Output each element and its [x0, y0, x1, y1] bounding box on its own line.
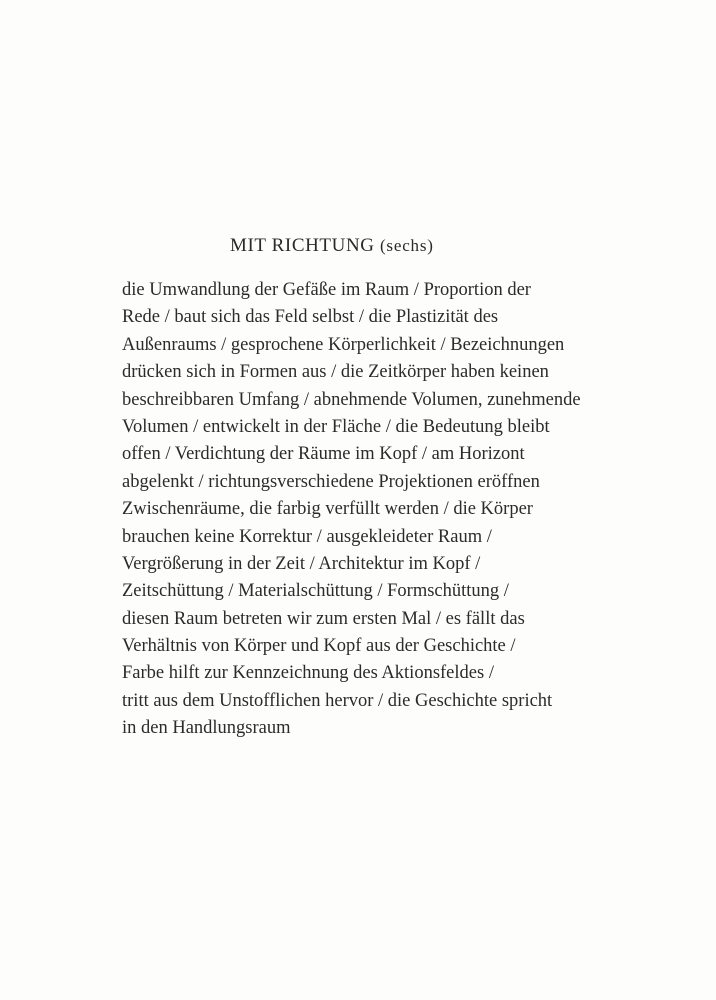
poem-line: Vergrößerung in der Zeit / Architektur im Kopf / — [122, 553, 481, 574]
poem-line: brauchen keine Korrektur / ausgekleideter Raum / — [122, 526, 492, 547]
poem-line: offen / Verdichtung der Räume im Kopf / am Horizont — [122, 444, 525, 465]
poem-title-main: MIT RICHTUNG — [230, 235, 375, 256]
poem-line: beschreibbaren Umfang / abnehmende Volumen, zunehmende — [122, 389, 581, 410]
poem-line: abgelenkt / richtungsverschiedene Projektionen eröffnen — [122, 471, 540, 492]
poem-line: drücken sich in Formen aus / die Zeitkörper haben keinen — [122, 362, 549, 383]
poem-line: Verhältnis von Körper und Kopf aus der Geschichte / — [122, 636, 516, 657]
poem-title-sub: (sechs) — [379, 236, 434, 255]
poem-line: Volumen / entwickelt in der Fläche / die Bedeutung bleibt — [122, 416, 550, 437]
poem-line: Rede / baut sich das Feld selbst / die Plastizität des — [122, 307, 499, 328]
poem-line: Farbe hilft zur Kennzeichnung des Aktionsfeldes / — [122, 663, 494, 684]
poem-line: Außenraums / gesprochene Körperlichkeit / Bezeichnungen — [122, 334, 565, 355]
poem-line: die Umwandlung der Gefäße im Raum / Proportion der — [122, 280, 531, 300]
poem-line: Zeitschüttung / Materialschüttung / Formschüttung / — [122, 581, 509, 602]
poem-body — [122, 277, 581, 743]
poem-line: in den Handlungsraum — [122, 718, 291, 739]
poem-title — [230, 235, 434, 257]
poem-line: tritt aus dem Unstofflichen hervor / die Geschichte spricht — [122, 690, 553, 711]
poem-line: diesen Raum betreten wir zum ersten Mal / es fällt das — [122, 608, 525, 629]
poem-line: Zwischenräume, die farbig verfüllt werden / die Körper — [122, 499, 533, 520]
